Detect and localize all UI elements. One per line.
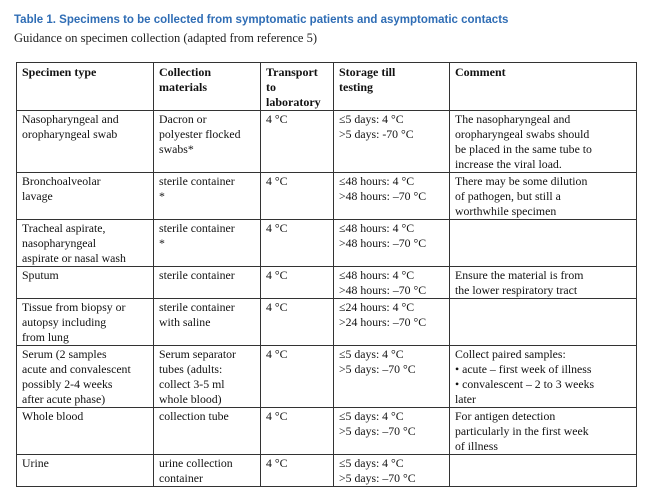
cell-line: later xyxy=(455,392,476,406)
cell-comment xyxy=(450,111,637,173)
cell-line: ≤5 days: 4 °C xyxy=(339,347,404,361)
cell-comment xyxy=(450,455,637,487)
cell-line: oropharyngeal swabs should xyxy=(455,127,590,141)
cell-line: nasopharyngeal xyxy=(22,236,97,250)
cell-line: Ensure the material is from xyxy=(455,268,584,282)
cell-line: container xyxy=(159,471,203,485)
table-row xyxy=(17,111,637,173)
cell-line: >24 hours: –70 °C xyxy=(339,315,427,329)
cell-transport xyxy=(261,267,334,299)
cell-comment xyxy=(450,267,637,299)
cell-collection-materials xyxy=(154,299,261,346)
cell-line: autopsy including xyxy=(22,315,107,329)
cell-transport xyxy=(261,408,334,455)
cell-comment xyxy=(450,408,637,455)
cell-line: with saline xyxy=(159,315,211,329)
cell-specimen-type xyxy=(17,267,154,299)
cell-specimen-type xyxy=(17,220,154,267)
cell-line: particularly in the first week xyxy=(455,424,589,438)
header-line: Comment xyxy=(455,65,506,79)
cell-line: 4 °C xyxy=(266,112,288,126)
cell-line: 4 °C xyxy=(266,174,288,188)
cell-line: 4 °C xyxy=(266,268,288,282)
cell-line: collection tube xyxy=(159,409,229,423)
header-line: laboratory xyxy=(266,95,321,109)
cell-transport xyxy=(261,220,334,267)
cell-line: whole blood) xyxy=(159,392,222,406)
header-collection-materials xyxy=(154,63,261,111)
cell-line: >5 days: –70 °C xyxy=(339,471,416,485)
cell-collection-materials xyxy=(154,111,261,173)
cell-storage xyxy=(334,408,450,455)
header-row xyxy=(17,63,637,111)
header-line: Transport xyxy=(266,65,318,79)
cell-line: * xyxy=(159,236,165,250)
header-line: materials xyxy=(159,80,207,94)
cell-line: Dacron or xyxy=(159,112,207,126)
cell-line: polyester flocked xyxy=(159,127,241,141)
cell-line: ≤48 hours: 4 °C xyxy=(339,221,415,235)
header-line: to xyxy=(266,80,276,94)
cell-storage xyxy=(334,267,450,299)
header-line: Collection xyxy=(159,65,211,79)
cell-line: * xyxy=(159,189,165,203)
cell-line: ≤5 days: 4 °C xyxy=(339,409,404,423)
cell-line: Serum (2 samples xyxy=(22,347,107,361)
table-row xyxy=(17,173,637,220)
cell-specimen-type xyxy=(17,346,154,408)
cell-line: possibly 2-4 weeks xyxy=(22,377,113,391)
table-body xyxy=(17,111,637,487)
cell-line: Bronchoalveolar xyxy=(22,174,101,188)
cell-line: lavage xyxy=(22,189,53,203)
header-line: Specimen type xyxy=(22,65,97,79)
table-row xyxy=(17,220,637,267)
cell-line: • convalescent – 2 to 3 weeks xyxy=(455,377,595,391)
cell-line: >48 hours: –70 °C xyxy=(339,283,427,297)
cell-line: ≤5 days: 4 °C xyxy=(339,456,404,470)
table-row xyxy=(17,299,637,346)
cell-line: ≤24 hours: 4 °C xyxy=(339,300,415,314)
cell-storage xyxy=(334,111,450,173)
header-line: Storage till xyxy=(339,65,396,79)
cell-transport xyxy=(261,346,334,408)
cell-collection-materials xyxy=(154,173,261,220)
cell-line: Nasopharyngeal and xyxy=(22,112,119,126)
cell-line: the lower respiratory tract xyxy=(455,283,578,297)
cell-storage xyxy=(334,173,450,220)
table-row xyxy=(17,455,637,487)
cell-line: >48 hours: –70 °C xyxy=(339,236,427,250)
cell-storage xyxy=(334,299,450,346)
cell-line: 4 °C xyxy=(266,347,288,361)
cell-collection-materials xyxy=(154,267,261,299)
cell-line: tubes (adults: xyxy=(159,362,223,376)
cell-specimen-type xyxy=(17,111,154,173)
cell-line: Tracheal aspirate, xyxy=(22,221,106,235)
cell-storage xyxy=(334,346,450,408)
cell-line: collect 3-5 ml xyxy=(159,377,225,391)
cell-line: There may be some dilution xyxy=(455,174,588,188)
cell-line: • acute – first week of illness xyxy=(455,362,592,376)
cell-line: ≤5 days: 4 °C xyxy=(339,112,404,126)
cell-line: sterile container xyxy=(159,174,235,188)
cell-line: ≤48 hours: 4 °C xyxy=(339,174,415,188)
table-title: Table 1. Specimens to be collected from symptomatic patients and asymptomatic contacts xyxy=(14,14,509,26)
cell-collection-materials xyxy=(154,220,261,267)
cell-line: from lung xyxy=(22,330,69,344)
cell-line: 4 °C xyxy=(266,300,288,314)
cell-line: oropharyngeal swab xyxy=(22,127,118,141)
header-line: testing xyxy=(339,80,373,94)
cell-transport xyxy=(261,173,334,220)
cell-comment xyxy=(450,299,637,346)
cell-line: Serum separator xyxy=(159,347,236,361)
cell-line: increase the viral load. xyxy=(455,157,562,171)
cell-line: urine collection xyxy=(159,456,233,470)
cell-line: For antigen detection xyxy=(455,409,556,423)
cell-specimen-type xyxy=(17,408,154,455)
cell-transport xyxy=(261,455,334,487)
cell-line: The nasopharyngeal and xyxy=(455,112,571,126)
cell-line: Tissue from biopsy or xyxy=(22,300,126,314)
cell-storage xyxy=(334,220,450,267)
cell-line: aspirate or nasal wash xyxy=(22,251,126,265)
cell-line: 4 °C xyxy=(266,221,288,235)
header-specimen-type xyxy=(17,63,154,111)
cell-line: swabs* xyxy=(159,142,194,156)
cell-line: acute and convalescent xyxy=(22,362,131,376)
cell-storage xyxy=(334,455,450,487)
cell-transport xyxy=(261,111,334,173)
cell-line: Urine xyxy=(22,456,49,470)
cell-specimen-type xyxy=(17,455,154,487)
cell-line: 4 °C xyxy=(266,409,288,423)
cell-line: after acute phase) xyxy=(22,392,106,406)
cell-specimen-type xyxy=(17,173,154,220)
table-row xyxy=(17,267,637,299)
cell-comment xyxy=(450,346,637,408)
cell-comment xyxy=(450,220,637,267)
cell-transport xyxy=(261,299,334,346)
cell-line: Sputum xyxy=(22,268,59,282)
cell-line: sterile container xyxy=(159,221,235,235)
header-transport xyxy=(261,63,334,111)
cell-line: sterile container xyxy=(159,300,235,314)
cell-line: of illness xyxy=(455,439,498,453)
cell-line: >5 days: –70 °C xyxy=(339,424,416,438)
cell-line: ≤48 hours: 4 °C xyxy=(339,268,415,282)
cell-specimen-type xyxy=(17,299,154,346)
cell-line: of pathogen, but still a xyxy=(455,189,561,203)
cell-line: >5 days: –70 °C xyxy=(339,362,416,376)
cell-line: >48 hours: –70 °C xyxy=(339,189,427,203)
cell-collection-materials xyxy=(154,346,261,408)
cell-line: Whole blood xyxy=(22,409,84,423)
cell-line: Collect paired samples: xyxy=(455,347,566,361)
cell-line: worthwhile specimen xyxy=(455,204,557,218)
cell-line: sterile container xyxy=(159,268,235,282)
header-storage xyxy=(334,63,450,111)
cell-line: 4 °C xyxy=(266,456,288,470)
table-subtitle: Guidance on specimen collection (adapted from reference 5) xyxy=(14,31,317,45)
specimen-table xyxy=(16,62,637,487)
cell-line: be placed in the same tube to xyxy=(455,142,592,156)
cell-comment xyxy=(450,173,637,220)
table-row xyxy=(17,408,637,455)
table-row xyxy=(17,346,637,408)
cell-collection-materials xyxy=(154,455,261,487)
cell-line: >5 days: -70 °C xyxy=(339,127,414,141)
header-comment xyxy=(450,63,637,111)
cell-collection-materials xyxy=(154,408,261,455)
